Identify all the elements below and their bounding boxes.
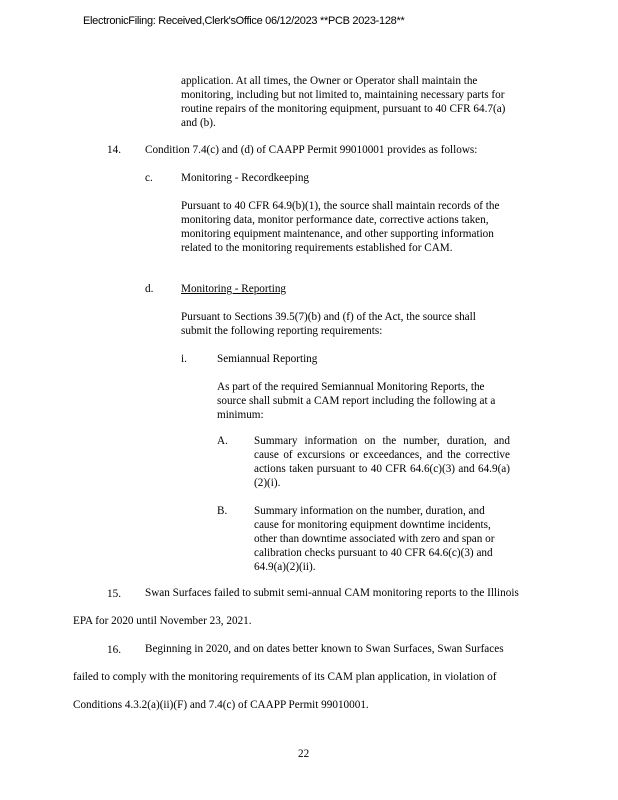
- item-d-heading: Monitoring - Reporting: [181, 283, 287, 295]
- para-15-line-1: Swan Surfaces failed to submit semi-annual CAM monitoring reports to the Illinois: [145, 587, 519, 599]
- para-15-number: 15.: [107, 588, 121, 600]
- item-B-text: Summary information on the number, duration, and cause for monitoring equipment downtime incidents, other than downtime associated with zero and span or calibration checks pursuant to 40 CFR 64.6(c)(3) and 64.9(a)(2)(ii).: [254, 505, 495, 573]
- para-14-number: 14.: [107, 144, 121, 156]
- item-i-heading: Semiannual Reporting: [217, 353, 318, 365]
- item-c-label: c.: [145, 172, 153, 184]
- para-14-text: Condition 7.4(c) and (d) of CAAPP Permit 99010001 provides as follows:: [145, 144, 478, 156]
- item-c-heading: Monitoring - Recordkeeping: [181, 172, 310, 184]
- page-number: 22: [298, 748, 310, 760]
- item-i-label: i.: [181, 353, 187, 365]
- para-16-line-2: failed to comply with the monitoring requirements of its CAM plan application, in violation of: [73, 671, 497, 683]
- para-16-line-3: Conditions 4.3.2(a)(ii)(F) and 7.4(c) of CAAPP Permit 99010001.: [73, 699, 369, 711]
- para-16-number: 16.: [107, 644, 121, 656]
- item-B-label: B.: [217, 505, 228, 517]
- item-i-text: As part of the required Semiannual Monitoring Reports, the source shall submit a CAM report including the following at a minimum:: [217, 381, 496, 421]
- item-d-text: Pursuant to Sections 39.5(7)(b) and (f) of the Act, the source shall submit the following reporting requirements:: [181, 311, 476, 337]
- item-d-label: d.: [145, 283, 154, 295]
- para-16-line-1: Beginning in 2020, and on dates better known to Swan Surfaces, Swan Surfaces: [145, 643, 504, 655]
- filing-stamp: ElectronicFiling: Received,Clerk'sOffice 06/12/2023 **PCB 2023-128**: [83, 15, 405, 27]
- item-c-text: Pursuant to 40 CFR 64.9(b)(1), the source shall maintain records of the monitoring data, monitor performance date, corrective actions taken, monitoring equipment maintenance, and other supporting information related to the monitoring requirements established for CAM.: [181, 200, 500, 254]
- continuation-text: application. At all times, the Owner or Operator shall maintain the monitoring, including but not limited to, maintaining necessary parts for routine repairs of the monitoring equipment, pursuant to 40 CFR 64.7(a) and (b).: [181, 75, 506, 129]
- item-A-text: Summary information on the number, duration, and cause of excursions or exceedances, and the corrective actions taken pursuant to 40 CFR 64.6(c)(3) and 64.9(a)(2)(i).: [254, 435, 510, 489]
- item-A-label: A.: [217, 435, 228, 447]
- para-15-line-2: EPA for 2020 until November 23, 2021.: [73, 615, 252, 627]
